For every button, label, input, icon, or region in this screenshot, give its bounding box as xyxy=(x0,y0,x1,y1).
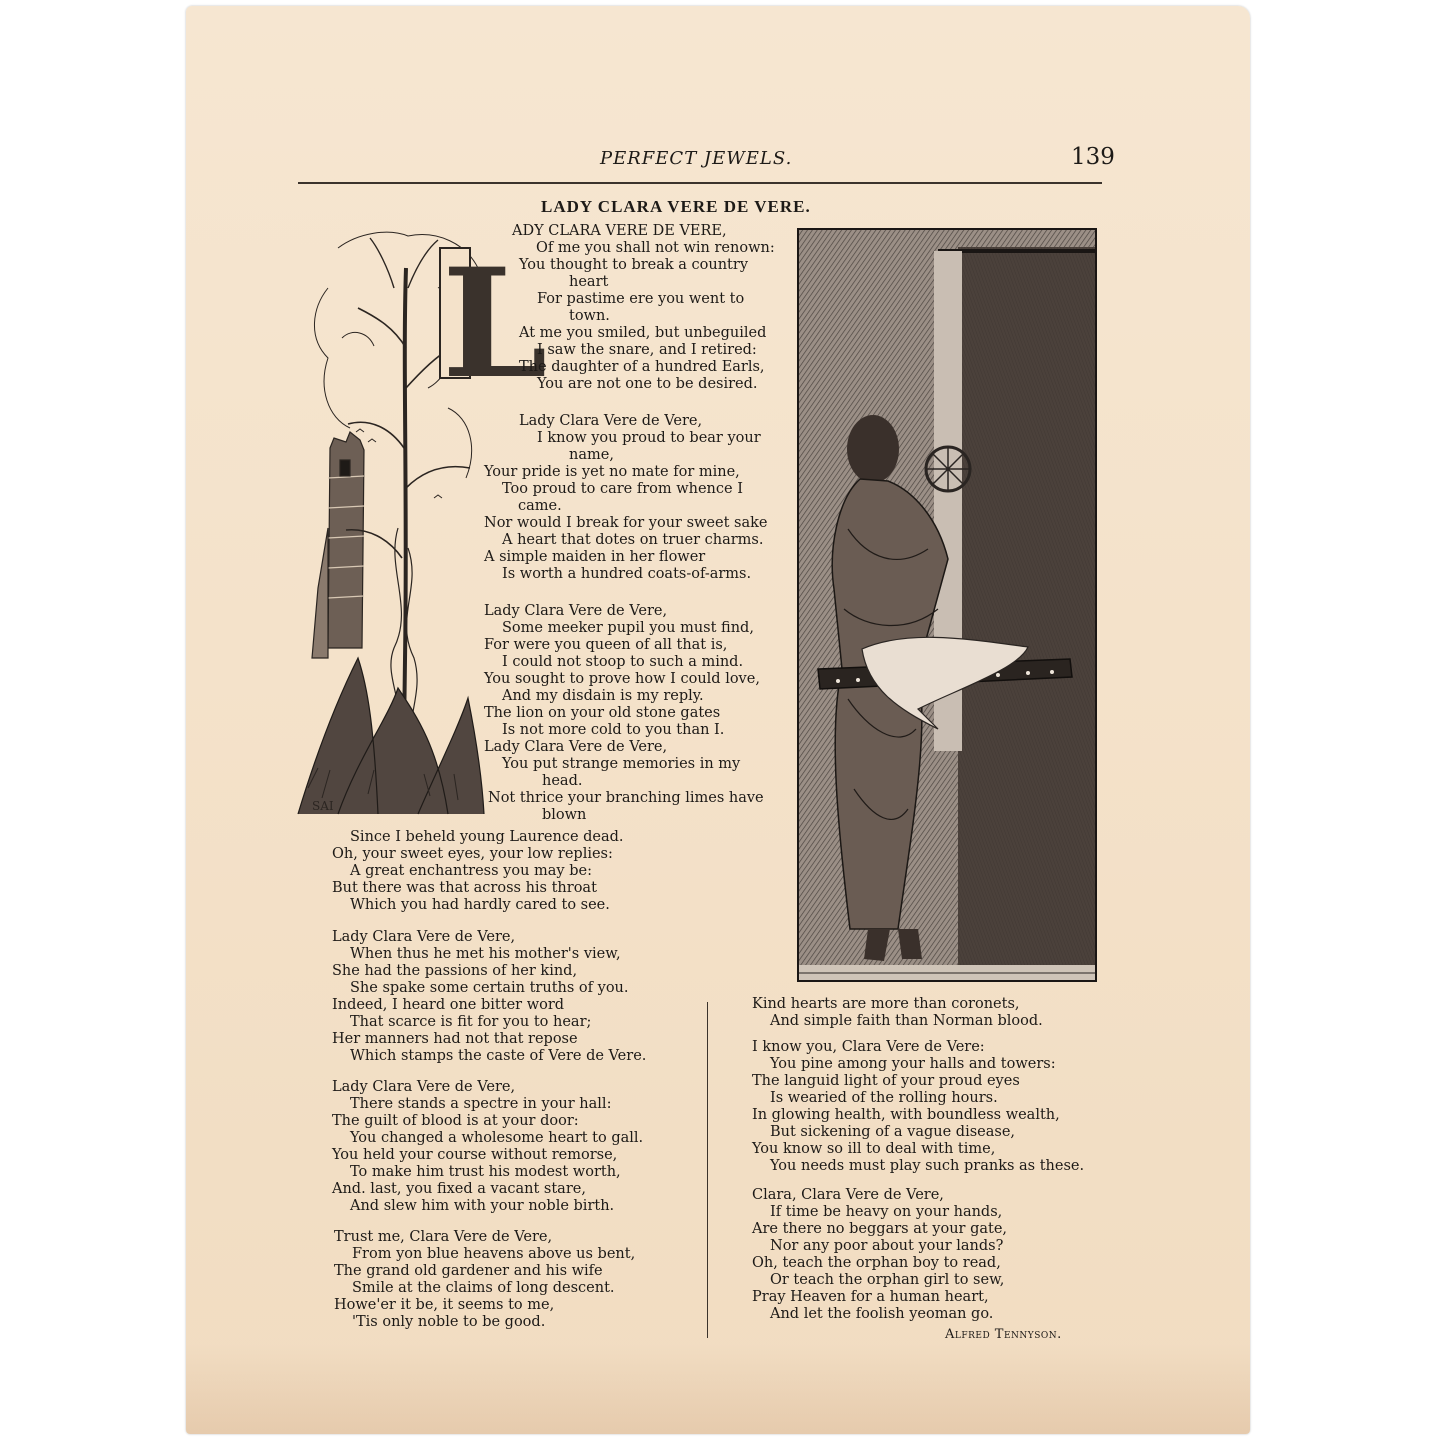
verse-line: If time be heavy on your hands, xyxy=(770,1204,1003,1220)
stanza-8 xyxy=(752,1039,1084,1175)
stanza-2 xyxy=(484,413,767,583)
author-signature: Alfred Tennyson. xyxy=(945,1327,1062,1342)
verse-line: Clara, Clara Vere de Vere, xyxy=(752,1187,944,1203)
drop-cap-letter: L xyxy=(442,236,548,412)
verse-line: I know you, Clara Vere de Vere: xyxy=(752,1039,985,1055)
verse-line: You know so ill to deal with time, xyxy=(752,1141,996,1157)
verse-line: Howe'er it be, it seems to me, xyxy=(334,1297,555,1313)
verse-line: At me you smiled, but unbeguiled xyxy=(519,325,767,341)
verse-line: came. xyxy=(518,498,562,514)
verse-line: To make him trust his modest worth, xyxy=(350,1164,621,1180)
stanza-7 xyxy=(752,996,1043,1030)
verse-line: I could not stoop to such a mind. xyxy=(502,654,744,670)
verse-line: name, xyxy=(569,447,614,463)
verse-line: In glowing health, with boundless wealth, xyxy=(752,1107,1060,1123)
verse-line: Lady Clara Vere de Vere, xyxy=(484,603,668,619)
verse-line: Kind hearts are more than coronets, xyxy=(752,996,1020,1012)
verse-line: You pine among your halls and towers: xyxy=(770,1056,1056,1072)
poem-title: LADY CLARA VERE DE VERE. xyxy=(541,197,811,216)
verse-line: You put strange memories in my xyxy=(502,756,741,772)
verse-line: ADY CLARA VERE DE VERE, xyxy=(512,223,727,239)
verse-line: Her manners had not that repose xyxy=(332,1031,578,1047)
verse-line: But there was that across his throat xyxy=(332,880,597,896)
verse-line: town. xyxy=(569,308,610,324)
verse-line: Or teach the orphan girl to sew, xyxy=(770,1272,1005,1288)
verse-line: There stands a spectre in your hall: xyxy=(350,1096,612,1112)
verse-line: A great enchantress you may be: xyxy=(350,863,592,879)
verse-line: Since I beheld young Laurence dead. xyxy=(350,829,624,845)
verse-line: Of me you shall not win renown: xyxy=(536,240,775,256)
verse-line: Indeed, I heard one bitter word xyxy=(332,997,565,1013)
header-rule xyxy=(298,182,1102,184)
verse-line: For pastime ere you went to xyxy=(537,291,745,307)
verse-line: And my disdain is my reply. xyxy=(502,688,704,704)
page-number: 139 xyxy=(1071,144,1115,170)
verse-line: head. xyxy=(542,773,583,789)
verse-line: And. last, you fixed a vacant stare, xyxy=(332,1181,586,1197)
verse-line: Lady Clara Vere de Vere, xyxy=(332,1079,516,1095)
verse-line: Which stamps the caste of Vere de Vere. xyxy=(350,1048,647,1064)
verse-line: A simple maiden in her flower xyxy=(484,549,706,565)
verse-line: Is wearied of the rolling hours. xyxy=(770,1090,998,1106)
verse-line: Nor would I break for your sweet sake xyxy=(484,515,768,531)
verse-line: Which you had hardly cared to see. xyxy=(350,897,610,913)
verse-line: And let the foolish yeoman go. xyxy=(770,1306,994,1322)
artist-monogram: SAI xyxy=(312,799,334,813)
running-title: PERFECT JEWELS. xyxy=(600,148,793,169)
stanza-4 xyxy=(332,929,646,1065)
verse-line: Your pride is yet no mate for mine, xyxy=(484,464,740,480)
verse-line: Oh, your sweet eyes, your low replies: xyxy=(332,846,613,862)
verse-line: You changed a wholesome heart to gall. xyxy=(350,1130,644,1146)
stanza-3-continued xyxy=(332,829,624,914)
verse-line: Lady Clara Vere de Vere, xyxy=(484,739,668,755)
verse-line: Is worth a hundred coats-of-arms. xyxy=(502,566,752,582)
stanza-6 xyxy=(334,1229,635,1331)
stanza-5 xyxy=(332,1079,643,1215)
stanza-1 xyxy=(484,223,775,393)
verse-line: I know you proud to bear your xyxy=(537,430,761,446)
verse-line: The daughter of a hundred Earls, xyxy=(519,359,765,375)
verse-line: Trust me, Clara Vere de Vere, xyxy=(334,1229,553,1245)
verse-line: Is not more cold to you than I. xyxy=(502,722,725,738)
verse-line: Some meeker pupil you must find, xyxy=(502,620,754,636)
verse-line: You needs must play such pranks as these. xyxy=(770,1158,1085,1174)
verse-line: blown xyxy=(542,807,587,823)
verse-line: You are not one to be desired. xyxy=(537,376,758,392)
verse-line: heart xyxy=(569,274,609,290)
verse-line: Smile at the claims of long descent. xyxy=(352,1280,615,1296)
verse-line: A heart that dotes on truer charms. xyxy=(502,532,764,548)
stanza-9 xyxy=(752,1187,1007,1323)
verse-line: You held your course without remorse, xyxy=(332,1147,618,1163)
verse-line: You thought to break a country xyxy=(519,257,749,273)
verse-line: Are there no beggars at your gate, xyxy=(752,1221,1008,1237)
verse-line: 'Tis only noble to be good. xyxy=(352,1314,546,1330)
verse-line: When thus he met his mother's view, xyxy=(350,946,621,962)
verse-line: The guilt of blood is at your door: xyxy=(332,1113,579,1129)
verse-line: She had the passions of her kind, xyxy=(332,963,578,979)
verse-line: But sickening of a vague disease, xyxy=(770,1124,1016,1140)
verse-line: The lion on your old stone gates xyxy=(484,705,721,721)
woman-with-tray-engraving xyxy=(798,229,1096,981)
verse-line: Pray Heaven for a human heart, xyxy=(752,1289,989,1305)
verse-line: That scarce is fit for you to hear; xyxy=(350,1014,592,1030)
verse-line: And simple faith than Norman blood. xyxy=(770,1013,1043,1029)
verse-line: She spake some certain truths of you. xyxy=(350,980,629,996)
verse-line: The languid light of your proud eyes xyxy=(752,1073,1020,1089)
verse-line: Too proud to care from whence I xyxy=(502,481,743,497)
verse-line: Lady Clara Vere de Vere, xyxy=(332,929,516,945)
verse-line: You sought to prove how I could love, xyxy=(484,671,760,687)
verse-line: Oh, teach the orphan boy to read, xyxy=(752,1255,1001,1271)
verse-line: Nor any poor about your lands? xyxy=(770,1238,1004,1254)
verse-line: I saw the snare, and I retired: xyxy=(537,342,757,358)
verse-line: And slew him with your noble birth. xyxy=(350,1198,615,1214)
verse-line: Lady Clara Vere de Vere, xyxy=(519,413,703,429)
verse-line: Not thrice your branching limes have xyxy=(488,790,764,806)
column-divider xyxy=(707,1002,708,1338)
verse-line: The grand old gardener and his wife xyxy=(334,1263,603,1279)
stanza-3 xyxy=(484,603,764,824)
verse-line: For were you queen of all that is, xyxy=(484,637,728,653)
verse-line: From yon blue heavens above us bent, xyxy=(352,1246,636,1262)
